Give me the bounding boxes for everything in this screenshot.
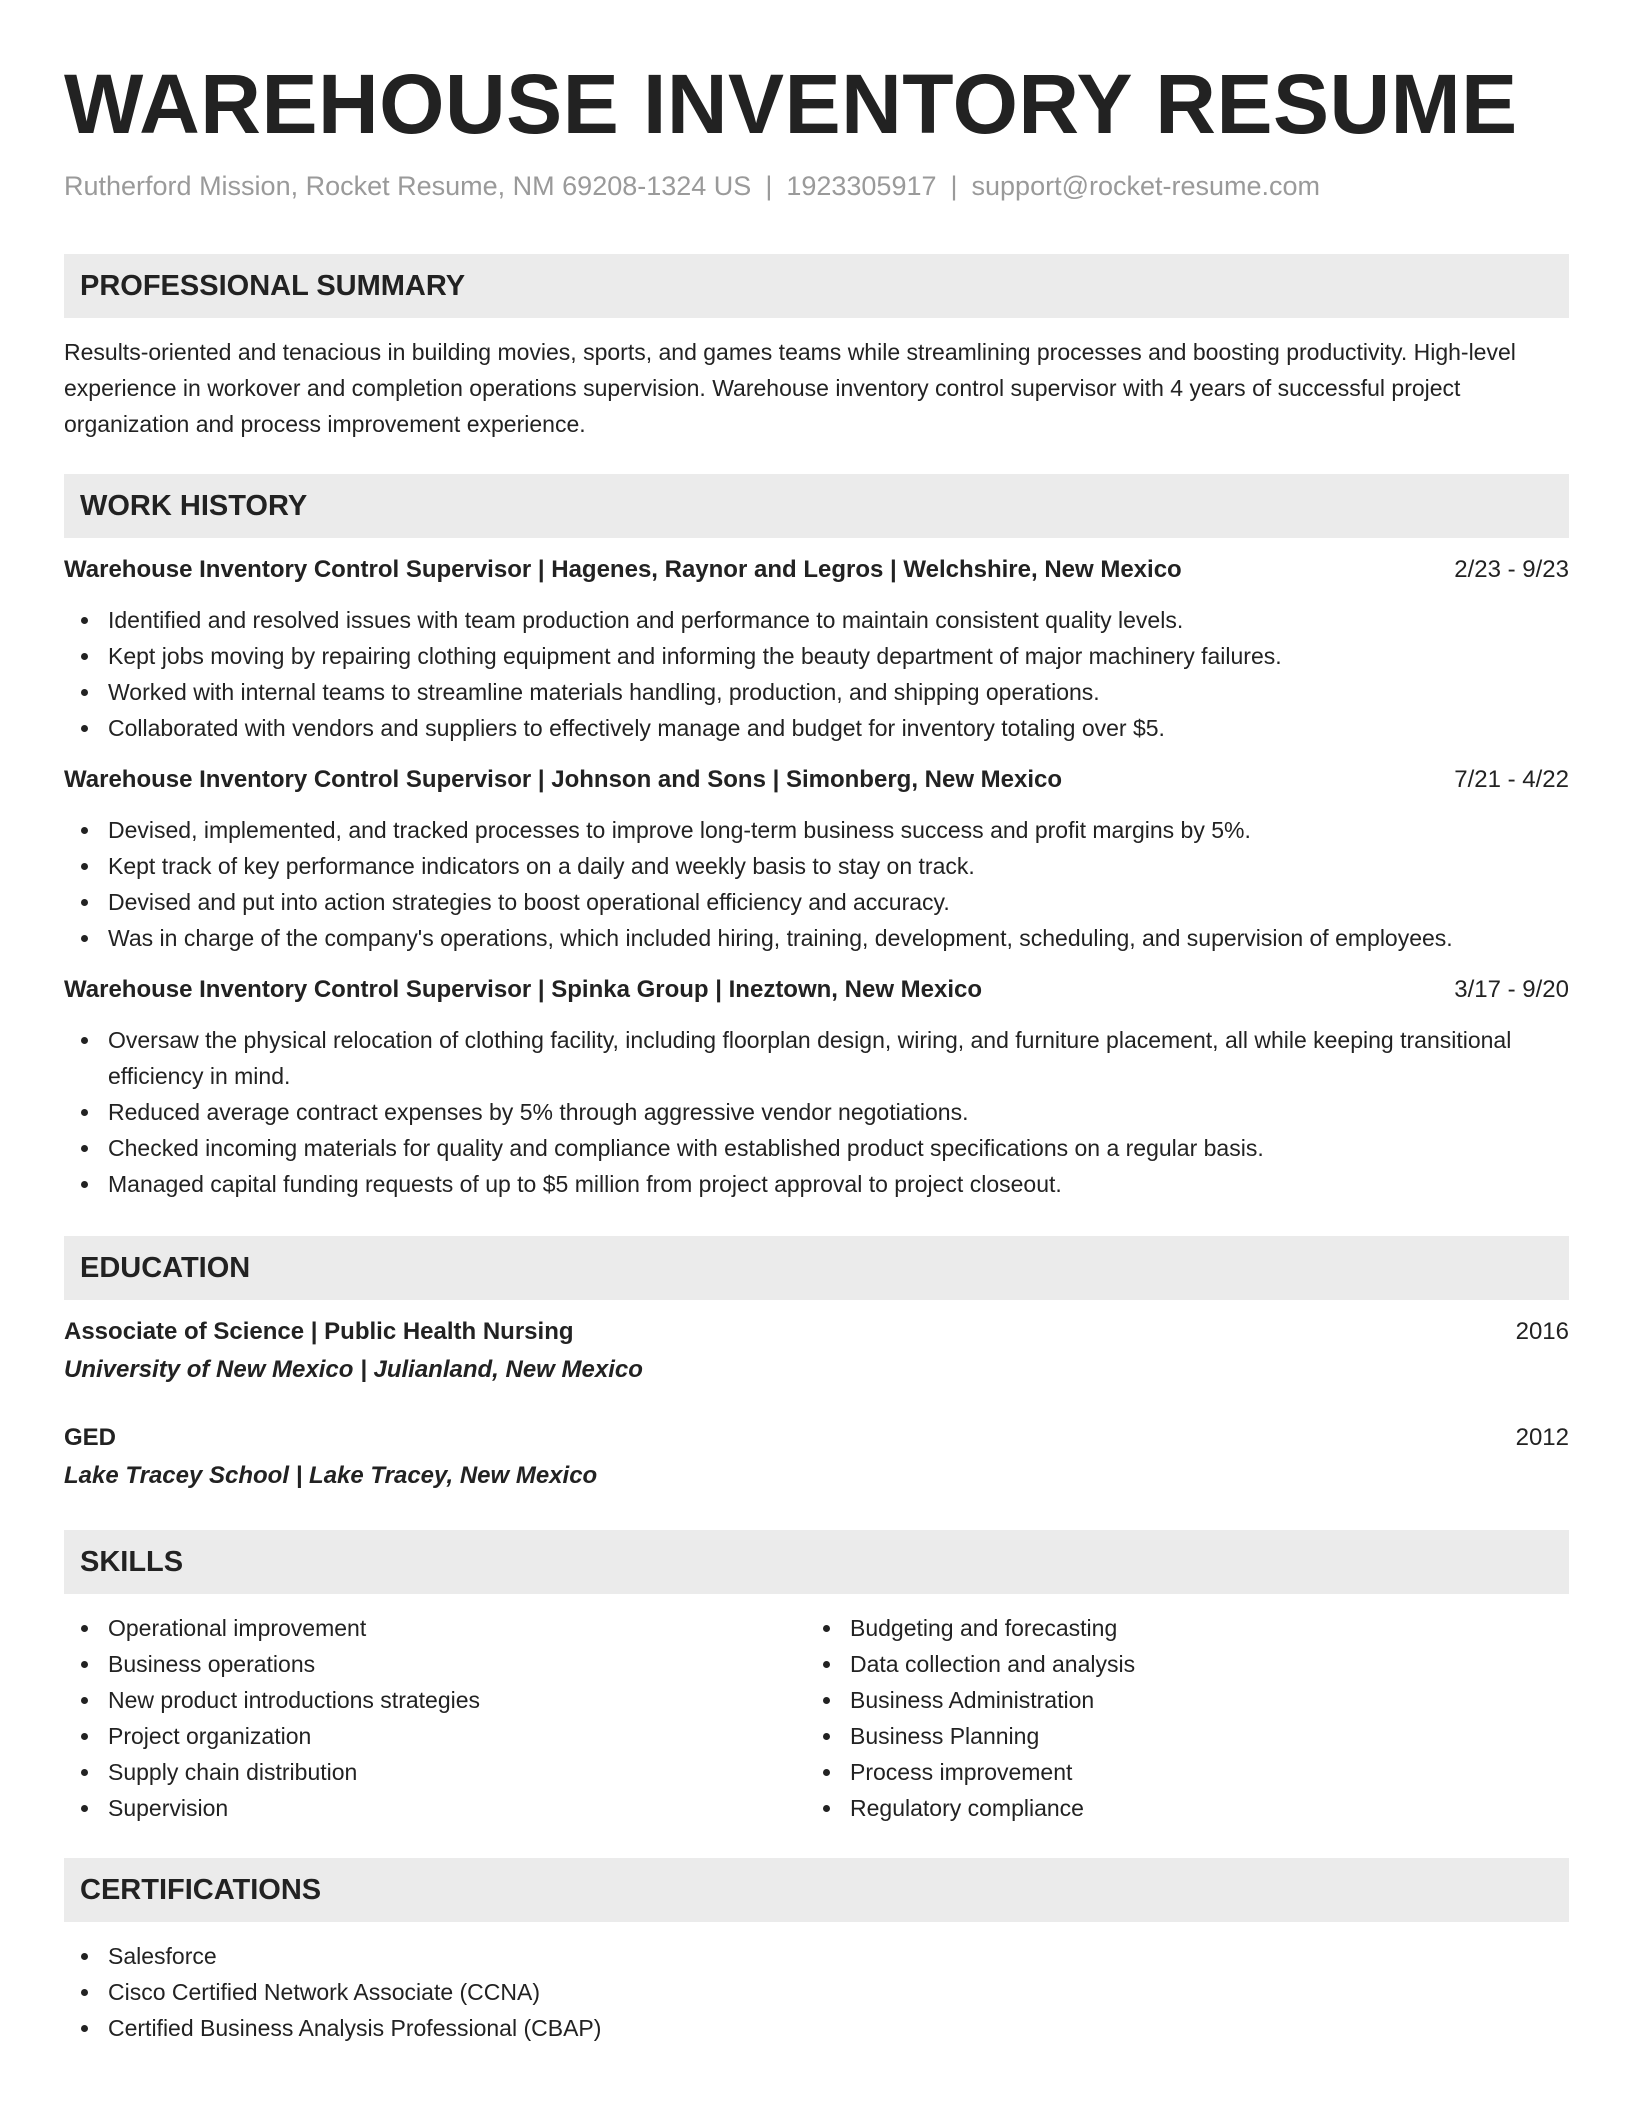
job-bullet: Kept jobs moving by repairing clothing equipment and informing the beauty department of major machinery failures.: [64, 638, 1569, 674]
job-bullet: Kept track of key performance indicators on a daily and weekly basis to stay on track.: [64, 848, 1569, 884]
skill-item: Business Planning: [806, 1718, 1548, 1754]
contact-email: support@rocket-resume.com: [971, 171, 1321, 201]
job-bullets: [64, 1022, 1569, 1202]
skill-item: Operational improvement: [64, 1610, 806, 1646]
job-bullet: Managed capital funding requests of up to $5 million from project approval to project closeout.: [64, 1166, 1569, 1202]
contact-separator: |: [950, 171, 958, 201]
job-dates: 3/17 - 9/20: [1454, 976, 1569, 1003]
contact-address: Rutherford Mission, Rocket Resume, NM 69208-1324 US: [64, 171, 752, 201]
section-header-skills: SKILLS: [64, 1530, 1569, 1594]
job-dates: 7/21 - 4/22: [1454, 766, 1569, 793]
graduation-year: 2016: [1515, 1318, 1569, 1345]
job-bullet: Was in charge of the company's operations, which included hiring, training, development, scheduling, and supervision of employees.: [64, 920, 1569, 956]
job-entry: [64, 762, 1569, 956]
degree: GED: [64, 1424, 117, 1451]
skill-item: Budgeting and forecasting: [806, 1610, 1548, 1646]
summary-text: Results-oriented and tenacious in building movies, sports, and games teams while streamlining processes and boosting productivity. High-level experience in workover and completion operations supervision. Warehouse inventory control supervisor with 4 years of successful project organization and process improvement experience.: [64, 339, 1516, 437]
skill-item: Business operations: [64, 1646, 806, 1682]
job-bullet: Devised, implemented, and tracked processes to improve long-term business success and profit margins by 5%.: [64, 812, 1569, 848]
certification-item: Salesforce: [64, 1938, 1569, 1974]
skill-item: Process improvement: [806, 1754, 1548, 1790]
job-header: [64, 552, 1569, 588]
graduation-year: 2012: [1515, 1424, 1569, 1451]
skill-item: New product introductions strategies: [64, 1682, 806, 1718]
education-entry: [64, 1314, 1569, 1390]
education-header: [64, 1420, 1569, 1456]
school-name: University of New Mexico | Julianland, New Mexico: [64, 1356, 643, 1383]
job-bullet: Oversaw the physical relocation of clothing facility, including floorplan design, wiring, and furniture placement, all while keeping transitional efficiency in mind.: [64, 1022, 1569, 1094]
contact-phone: 1923305917: [786, 171, 937, 201]
job-header: [64, 762, 1569, 798]
job-bullets: [64, 602, 1569, 746]
section-header-summary: PROFESSIONAL SUMMARY: [64, 254, 1569, 318]
job-bullet: Identified and resolved issues with team production and performance to maintain consistent quality levels.: [64, 602, 1569, 638]
job-bullet: Reduced average contract expenses by 5% through aggressive vendor negotiations.: [64, 1094, 1569, 1130]
certification-item: Certified Business Analysis Professional (CBAP): [64, 2010, 1569, 2046]
job-title: Warehouse Inventory Control Supervisor | Spinka Group | Ineztown, New Mexico: [64, 976, 983, 1003]
resume-title: WAREHOUSE INVENTORY RESUME: [64, 57, 1518, 151]
section-header-education: EDUCATION: [64, 1236, 1569, 1300]
skills-column-right: [806, 1610, 1548, 1826]
job-bullet: Checked incoming materials for quality and compliance with established product specifications on a regular basis.: [64, 1130, 1569, 1166]
job-dates: 2/23 - 9/23: [1454, 556, 1569, 583]
degree: Associate of Science | Public Health Nursing: [64, 1318, 574, 1345]
section-header-work-history: WORK HISTORY: [64, 474, 1569, 538]
job-title: Warehouse Inventory Control Supervisor | Hagenes, Raynor and Legros | Welchshire, New Mexico: [64, 556, 1182, 583]
skills-list: [64, 1610, 1569, 1826]
certifications-list: [64, 1938, 1569, 2046]
section-header-certifications: CERTIFICATIONS: [64, 1858, 1569, 1922]
skill-item: Data collection and analysis: [806, 1646, 1548, 1682]
school-name: Lake Tracey School | Lake Tracey, New Mexico: [64, 1462, 598, 1489]
certification-item: Cisco Certified Network Associate (CCNA): [64, 1974, 1569, 2010]
education-entry: [64, 1420, 1569, 1496]
job-bullet: Worked with internal teams to streamline materials handling, production, and shipping operations.: [64, 674, 1569, 710]
job-header: [64, 972, 1569, 1008]
contact-line: [64, 168, 1569, 204]
job-title: Warehouse Inventory Control Supervisor | Johnson and Sons | Simonberg, New Mexico: [64, 766, 1063, 793]
skill-item: Regulatory compliance: [806, 1790, 1548, 1826]
resume-page: [64, 0, 1569, 2046]
job-bullets: [64, 812, 1569, 956]
job-bullet: Collaborated with vendors and suppliers to effectively manage and budget for inventory totaling over $5.: [64, 710, 1569, 746]
skill-item: Project organization: [64, 1718, 806, 1754]
skill-item: Business Administration: [806, 1682, 1548, 1718]
skills-column-left: [64, 1610, 806, 1826]
education-header: [64, 1314, 1569, 1350]
job-entry: [64, 972, 1569, 1202]
contact-separator: |: [765, 171, 773, 201]
skill-item: Supervision: [64, 1790, 806, 1826]
skill-item: Supply chain distribution: [64, 1754, 806, 1790]
job-entry: [64, 552, 1569, 746]
job-bullet: Devised and put into action strategies to boost operational efficiency and accuracy.: [64, 884, 1569, 920]
